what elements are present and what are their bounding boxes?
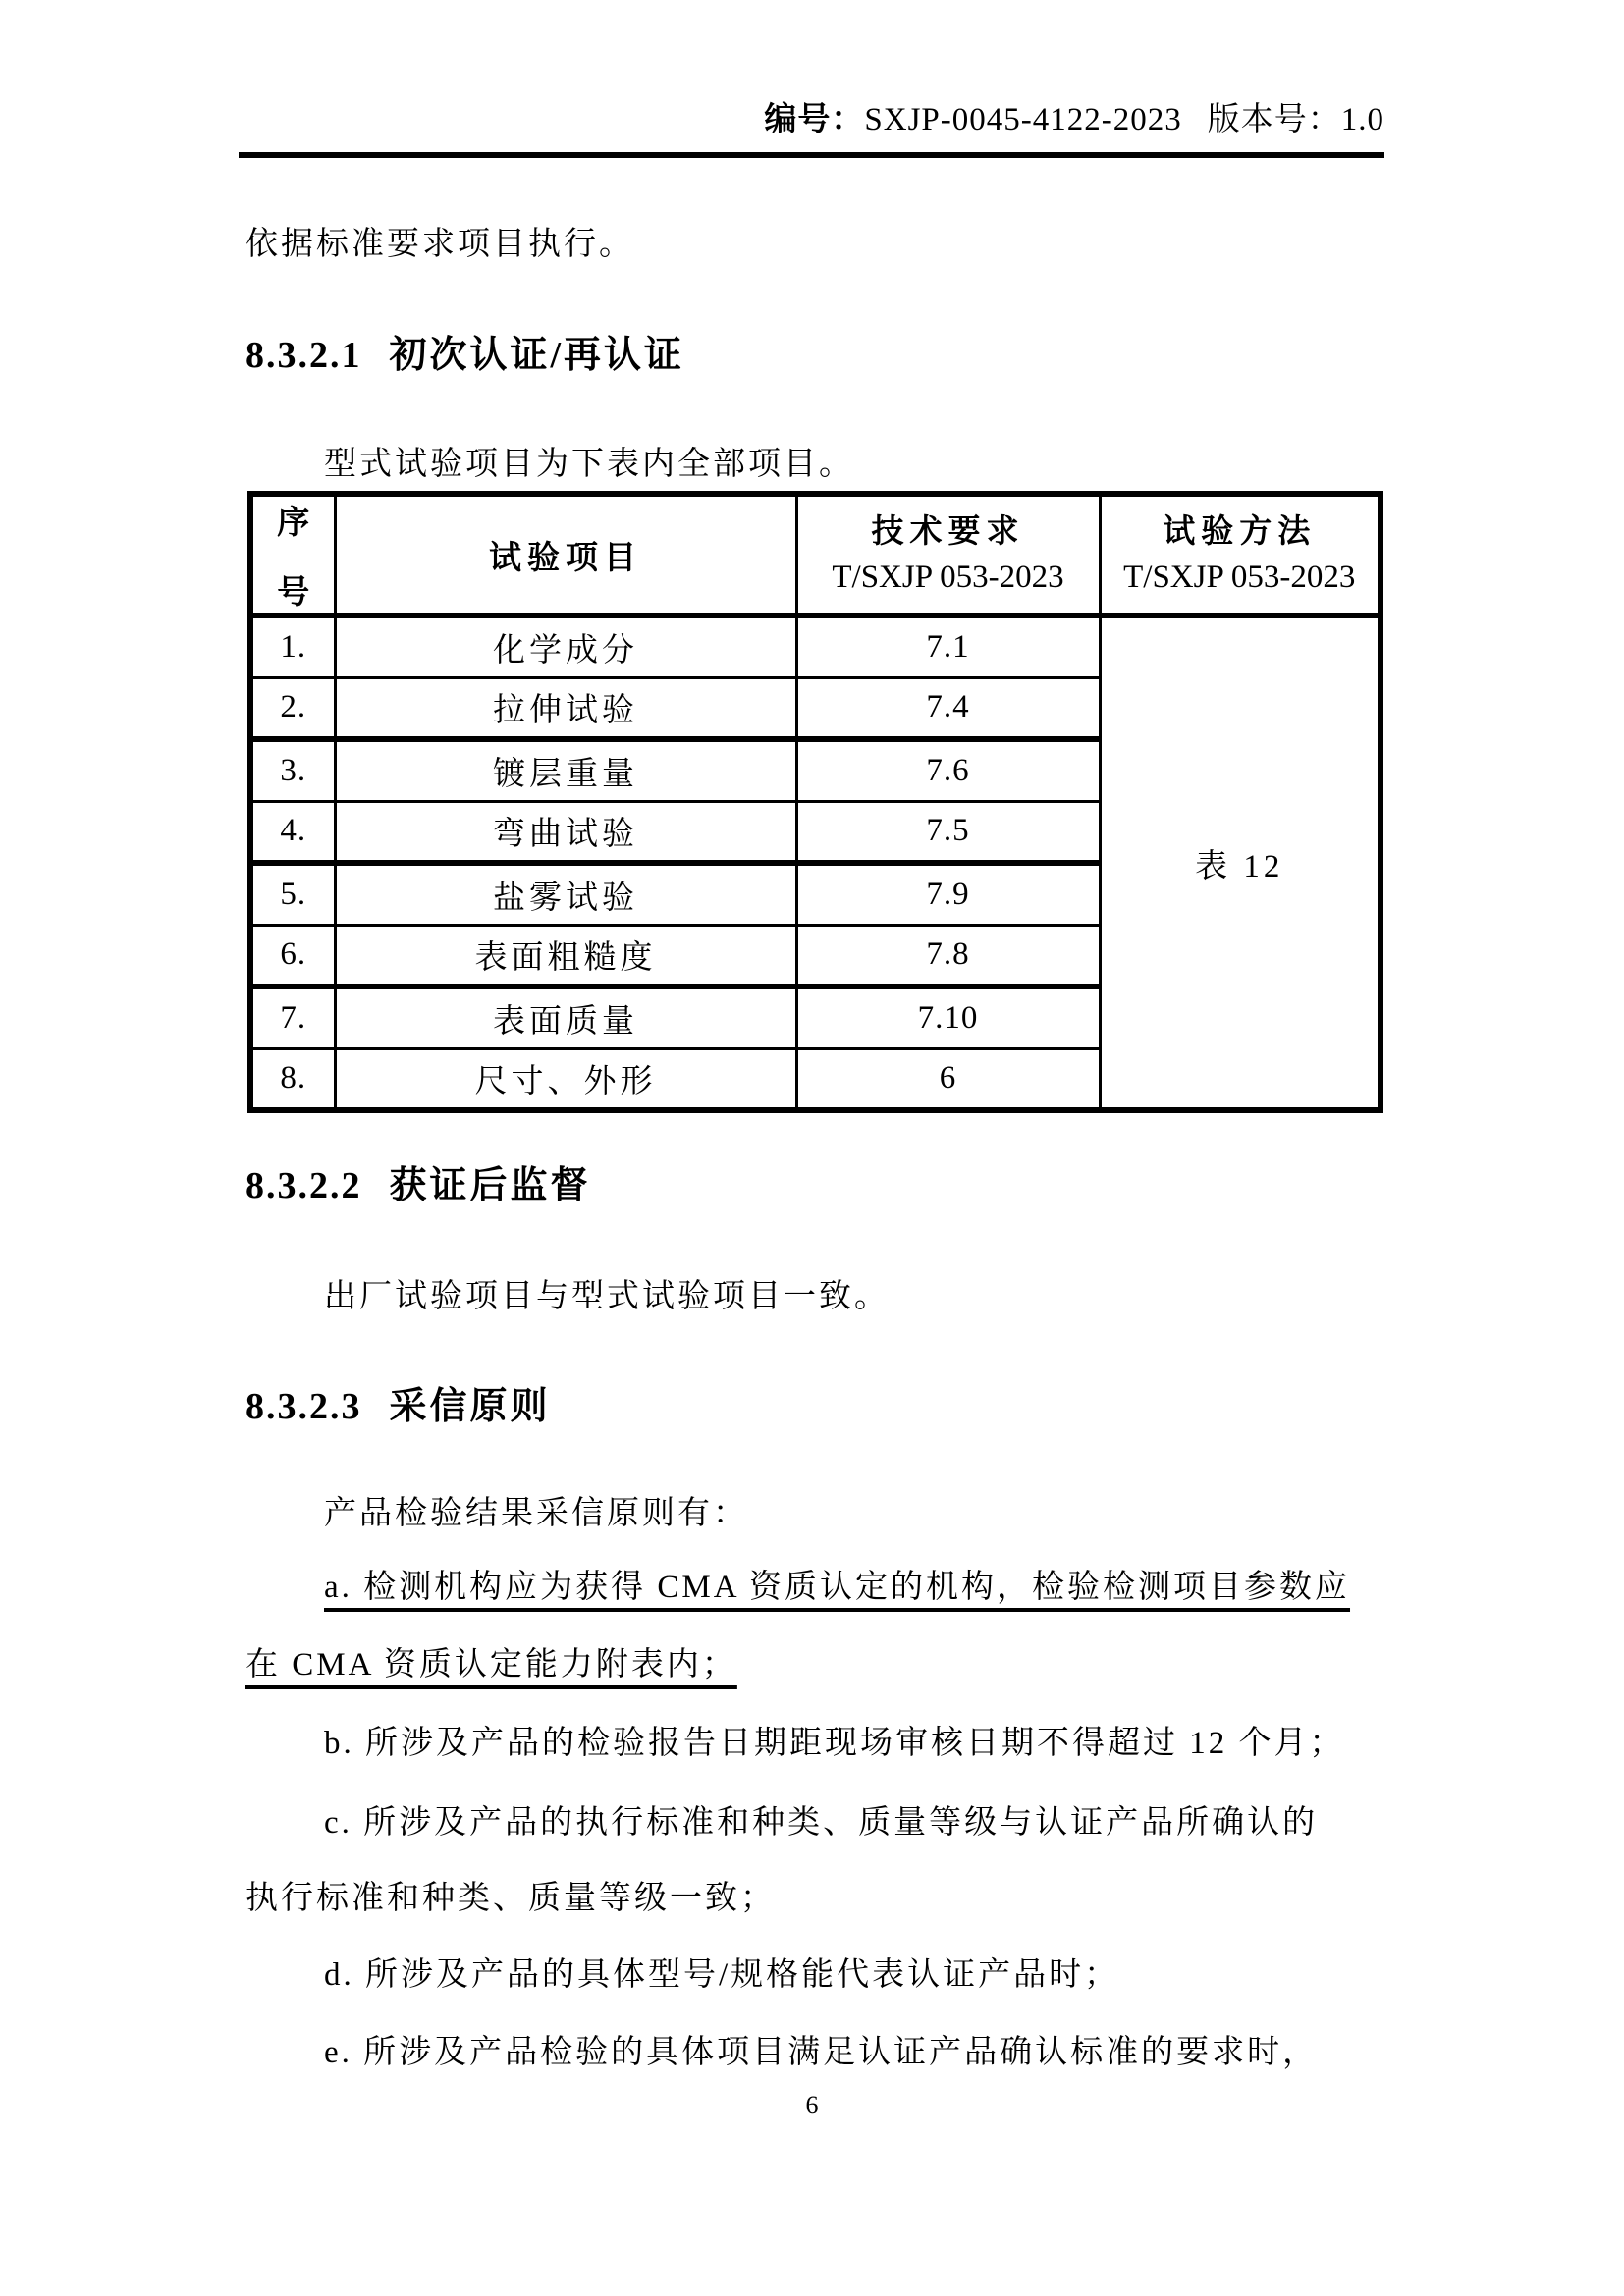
header-rule — [239, 152, 1384, 158]
section-heading-8-3-2-1 — [245, 334, 684, 377]
seq-header-char-top: 序 — [277, 506, 310, 541]
section-number: 8.3.2.3 — [245, 1386, 362, 1427]
seq-header-char-bottom: 号 — [277, 575, 310, 611]
section-title: 获证后监督 — [389, 1165, 591, 1206]
post-cert-paragraph: 出厂试验项目与型式试验项目一致。 — [324, 1279, 890, 1314]
row-item: 镀层重量 — [335, 739, 796, 801]
principle-c-line1: c. 所涉及产品的执行标准和种类、质量等级与认证产品所确认的 — [324, 1805, 1319, 1841]
version-label: 版本号： — [1207, 102, 1341, 137]
principle-a-line2: 在 CMA 资质认定能力附表内； — [245, 1647, 737, 1682]
row-seq: 5. — [250, 863, 335, 925]
row-requirement: 7.1 — [796, 615, 1100, 677]
row-item: 表面粗糙度 — [335, 925, 796, 987]
section-heading-8-3-2-3 — [245, 1385, 551, 1428]
doc-number-value: SXJP-0045-4122-2023 — [864, 102, 1182, 137]
principle-c-line2: 执行标准和种类、质量等级一致； — [245, 1881, 776, 1916]
row-seq: 7. — [250, 987, 335, 1048]
principles-intro-paragraph: 产品检验结果采信原则有： — [324, 1496, 748, 1531]
row-seq: 2. — [250, 677, 335, 739]
method-header-line1: 试验方法 — [1163, 514, 1317, 550]
header-cell-seq — [250, 494, 335, 615]
table-header-row — [250, 494, 1380, 615]
row-item: 盐雾试验 — [335, 863, 796, 925]
requirement-header-line2: T/SXJP 053-2023 — [832, 560, 1064, 595]
table-row — [250, 615, 1380, 677]
row-item: 化学成分 — [335, 615, 796, 677]
principle-b-line1: b. 所涉及产品的检验报告日期距现场审核日期不得超过 12 个月； — [324, 1726, 1345, 1761]
principle-d-line1: d. 所涉及产品的具体型号/规格能代表认证产品时； — [324, 1957, 1120, 1993]
principle-a-line1: a. 检测机构应为获得 CMA 资质认定的机构，检验检测项目参数应 — [324, 1570, 1351, 1605]
row-seq: 8. — [250, 1048, 335, 1110]
section-title: 采信原则 — [389, 1386, 551, 1427]
row-requirement: 7.8 — [796, 925, 1100, 987]
section-heading-8-3-2-2 — [245, 1164, 591, 1207]
type-test-items-table — [247, 491, 1383, 1113]
row-requirement: 7.5 — [796, 801, 1100, 863]
row-seq: 1. — [250, 615, 335, 677]
row-requirement: 7.10 — [796, 987, 1100, 1048]
version-value: 1.0 — [1340, 102, 1384, 137]
header-cell-test-item: 试验项目 — [335, 494, 796, 615]
row-item: 拉伸试验 — [335, 677, 796, 739]
requirement-header-line1: 技术要求 — [871, 514, 1025, 550]
row-item: 表面质量 — [335, 987, 796, 1048]
intro-paragraph: 依据标准要求项目执行。 — [245, 227, 634, 262]
type-test-intro-paragraph: 型式试验项目为下表内全部项目。 — [324, 447, 854, 482]
doc-number-label: 编号： — [764, 102, 865, 137]
row-seq: 6. — [250, 925, 335, 987]
section-number: 8.3.2.2 — [245, 1165, 362, 1206]
row-item: 尺寸、外形 — [335, 1048, 796, 1110]
row-seq: 3. — [250, 739, 335, 801]
header-cell-test-method — [1100, 494, 1380, 615]
principle-e-line1: e. 所涉及产品检验的具体项目满足认证产品确认标准的要求时， — [324, 2035, 1319, 2070]
method-header-line2: T/SXJP 053-2023 — [1123, 560, 1356, 595]
row-requirement: 7.6 — [796, 739, 1100, 801]
header-cell-technical-requirement — [796, 494, 1100, 615]
page-number: 6 — [805, 2091, 819, 2119]
document-header — [239, 100, 1384, 139]
row-requirement: 7.4 — [796, 677, 1100, 739]
row-item: 弯曲试验 — [335, 801, 796, 863]
method-merged-cell: 表 12 — [1100, 615, 1380, 1110]
section-title: 初次认证/再认证 — [389, 335, 685, 376]
row-requirement: 6 — [796, 1048, 1100, 1110]
section-number: 8.3.2.1 — [245, 335, 362, 376]
row-requirement: 7.9 — [796, 863, 1100, 925]
row-seq: 4. — [250, 801, 335, 863]
